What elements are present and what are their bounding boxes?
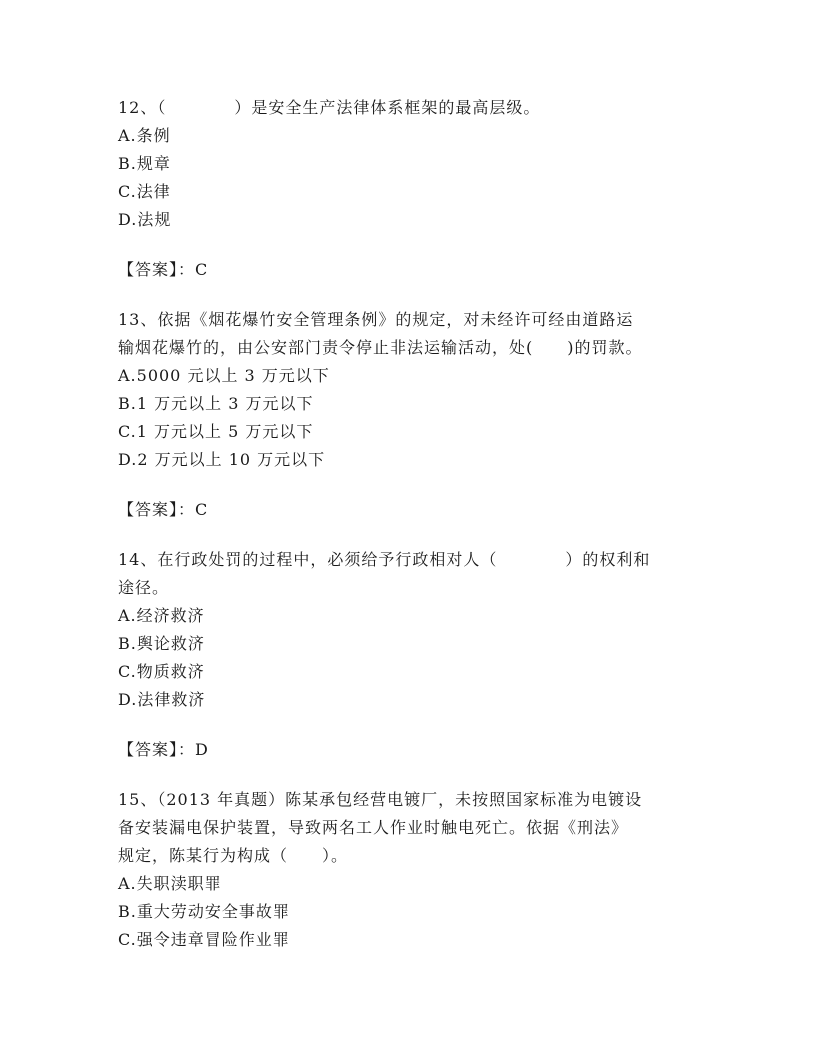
answer-value: C <box>195 500 209 519</box>
option-d: D.法规 <box>118 210 172 229</box>
answer-line <box>118 496 698 524</box>
option-b: B.1 万元以上 3 万元以下 <box>118 394 314 413</box>
option-d: D.2 万元以上 10 万元以下 <box>118 450 326 469</box>
question-text-line-1: 15、（2013 年真题）陈某承包经营电镀厂，未按照国家标准为电镀设 <box>118 790 643 809</box>
question-text-line-2: 途径。 <box>118 578 170 597</box>
option-c: C.物质救济 <box>118 662 205 681</box>
option-d: D.法律救济 <box>118 690 206 709</box>
option-b: B.重大劳动安全事故罪 <box>118 902 290 921</box>
option-c: C.1 万元以上 5 万元以下 <box>118 422 314 441</box>
question-15 <box>118 786 698 954</box>
answer-value: C <box>195 260 209 279</box>
option-a: A.失职渎职罪 <box>118 874 222 893</box>
option-a: A.5000 元以上 3 万元以下 <box>118 366 330 385</box>
question-13 <box>118 306 698 524</box>
answer-label: 【答案】： <box>118 500 196 519</box>
question-text-line-1: 14、在行政处罚的过程中，必须给予行政相对人（ ）的权利和 <box>118 550 651 569</box>
option-a: A.经济救济 <box>118 606 205 625</box>
answer-label: 【答案】： <box>118 260 196 279</box>
question-text-line-3: 规定，陈某行为构成（ ）。 <box>118 846 349 865</box>
answer-label: 【答案】： <box>118 740 196 759</box>
option-a: A.条例 <box>118 126 171 145</box>
exam-page <box>118 94 698 954</box>
answer-line <box>118 256 698 284</box>
option-c: C.强令违章冒险作业罪 <box>118 930 290 949</box>
question-text-line-2: 输烟花爆竹的，由公安部门责令停止非法运输活动，处( )的罚款。 <box>118 338 643 357</box>
question-text: 12、（ ）是安全生产法律体系框架的最高层级。 <box>118 98 541 117</box>
question-text-line-2: 备安装漏电保护装置，导致两名工人作业时触电死亡。依据《刑法》 <box>118 818 629 837</box>
option-c: C.法律 <box>118 182 171 201</box>
question-14 <box>118 546 698 764</box>
option-b: B.舆论救济 <box>118 634 205 653</box>
question-12 <box>118 94 698 284</box>
answer-line <box>118 736 698 764</box>
answer-value: D <box>195 740 209 759</box>
question-text-line-1: 13、依据《烟花爆竹安全管理条例》的规定，对未经许可经由道路运 <box>118 310 634 329</box>
option-b: B.规章 <box>118 154 171 173</box>
